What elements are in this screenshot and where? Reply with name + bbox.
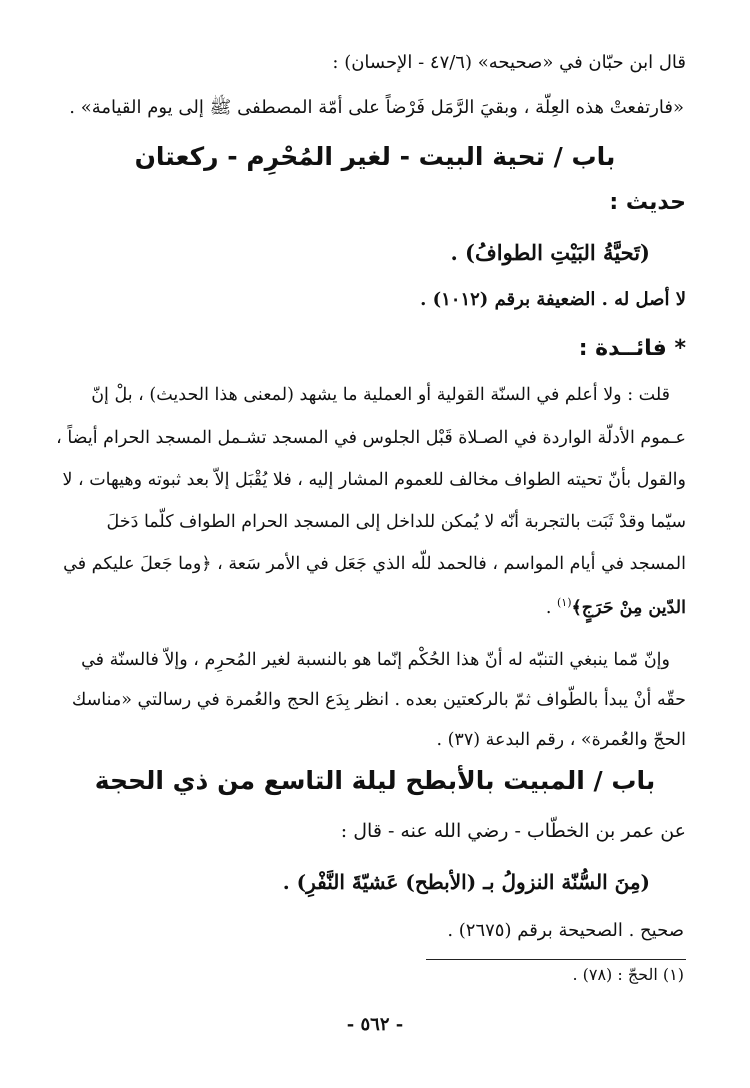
paragraph-2-line: الحجّ والعُمرة» ، رقم البدعة (٣٧) . xyxy=(436,730,686,750)
footnote-marker: (١) xyxy=(557,596,572,609)
chapter-heading-1: باب / تحية البيت - لغير المُحْرِم - ركعتان xyxy=(134,142,616,171)
paragraph-1-last-line xyxy=(54,596,686,618)
paragraph-2-line: وإنّ مّما ينبغي التنبّه له أنّ هذا الحُكْم إنّما هو بالنسبة لغير المُحرِم ، وإلاّ فالسنّة في xyxy=(81,650,670,670)
paragraph-1-line: سيّما وقدْ ثَبَت بالتجربة أنّه لا يُمكن للداخل إلى المسجد الحرام الطواف كلّما دَخلَ xyxy=(106,512,686,532)
paragraph-1-line: عـموم الأدلّة الواردة في الصـلاة قَبْل الجلوس في المسجد تشـمل المسجد الحرام أيضاً ، xyxy=(56,428,686,448)
page-number: - ٥٦٢ - xyxy=(346,1014,404,1035)
intro-line-2: «فارتفعتْ هذه العِلّة ، وبقيَ الرَّمَل فَرْضاً على أمّة المصطفى ﷺ إلى يوم القيامة» . xyxy=(69,97,684,118)
paragraph-2-line: حقّه أنْ يبدأ بالطّواف ثمّ بالركعتين بعده . انظر بِدَع الحج والعُمرة في رسالتي «مناسك xyxy=(71,690,686,710)
paragraph-1-line: المسجد في أيام المواسم ، فالحمد للّه الذي جَعَل في الأمر سَعة ، ﴿وما جَعلَ عليكم في xyxy=(63,554,686,574)
hadith-text: (تَحيَّةُ البَيْتِ الطوافُ) . xyxy=(450,240,650,265)
sentence-end: . xyxy=(545,597,557,618)
paragraph-1-line: قلت : ولا أعلم في السنّة القولية أو العملية ما يشهد (لمعنى هذا الحديث) ، بلْ إنّ xyxy=(91,385,670,405)
footnote: (١) الحجّ : (٧٨) . xyxy=(572,965,684,984)
hadith-2-grade: صحيح . الصحيحة برقم (٢٦٧٥) . xyxy=(447,920,684,941)
hadith-2-text: (مِنَ السُّنّة النزولُ بـ (الأبطح) عَشيّةَ النَّفْرِ) . xyxy=(282,870,650,894)
narration-intro: عن عمر بن الخطّاب - رضي الله عنه - قال : xyxy=(340,820,686,842)
chapter-heading-2: باب / المبيت بالأبطح ليلة التاسع من ذي الحجة xyxy=(94,766,656,795)
footnote-divider xyxy=(426,959,686,960)
paragraph-1-line: والقول بأنّ تحيته الطواف مخالف للعموم المشار إليه ، فلا يُقْبَل إلاّ بعد ثبوته وهيهات ، لا xyxy=(62,470,686,490)
hadith-label: حديث : xyxy=(609,190,686,215)
intro-line-1: قال ابن حبّان في «صحيحه» (٤٧/٦ - الإحسان) : xyxy=(332,52,686,73)
hadith-grade: لا أصل له . الضعيفة برقم (١٠١٢) . xyxy=(420,289,686,310)
quran-verse: الدّين مِنْ حَرَجٍ﴾ xyxy=(571,597,686,618)
benefit-label: * فائــدة : xyxy=(578,336,686,361)
